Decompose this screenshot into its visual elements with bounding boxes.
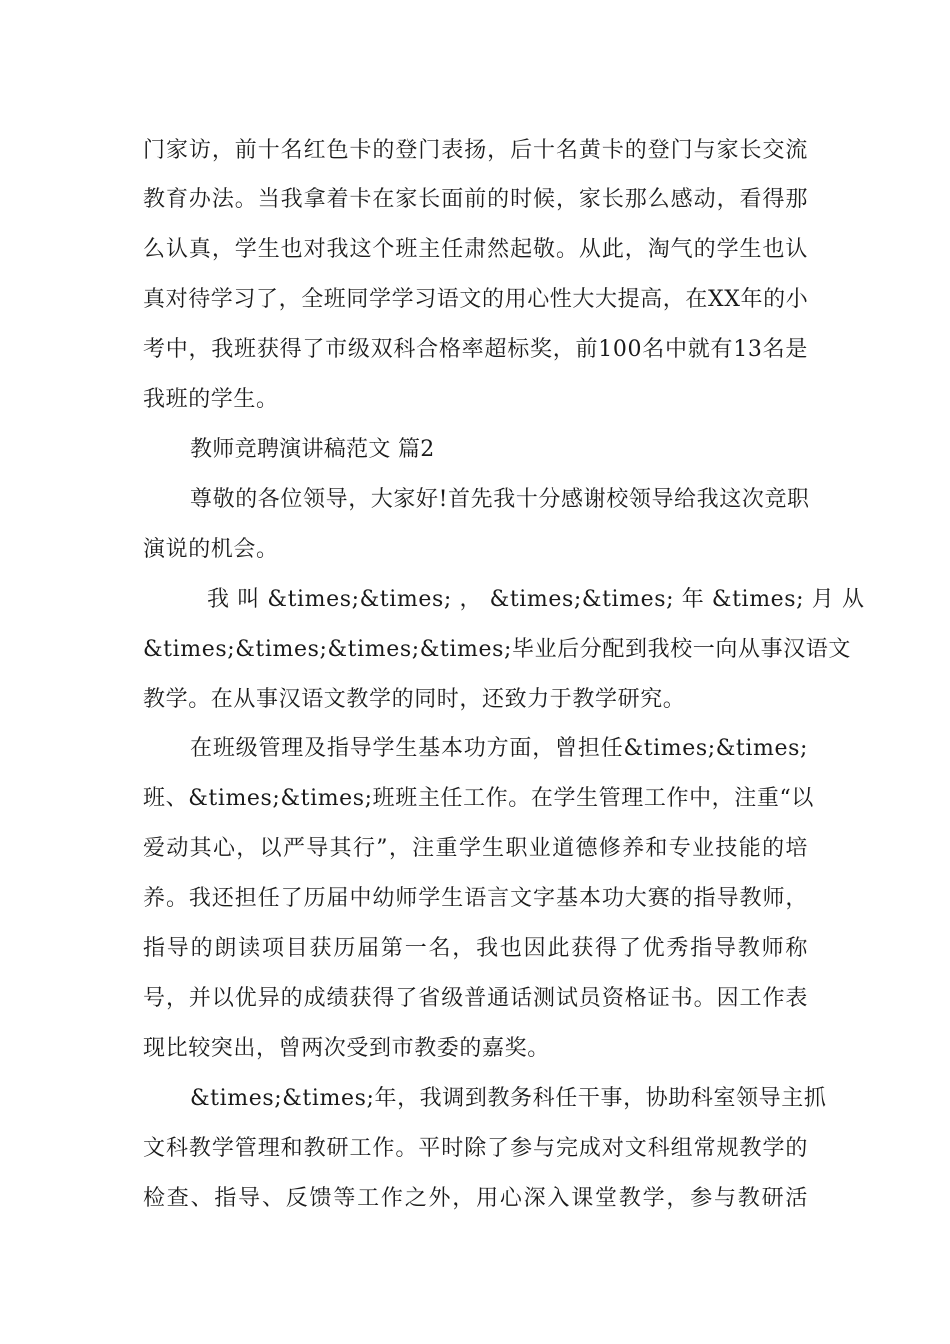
paragraph-line: 养。我还担任了历届中幼师学生语言文字基本功大赛的指导教师， [143, 886, 808, 911]
paragraph-line: 我班的学生。 [143, 387, 279, 412]
paragraph-line: 文科教学管理和教研工作。平时除了参与完成对文科组常规教学的 [143, 1136, 808, 1161]
paragraph-line: 门家访，前十名红色卡的登门表扬，后十名黄卡的登门与家长交流 [143, 138, 808, 163]
paragraph-line: 班、&times;&times;班班主任工作。在学生管理工作中，注重“以 [143, 786, 814, 811]
paragraph-line: 指导的朗读项目获历届第一名，我也因此获得了优秀指导教师称 [143, 936, 808, 961]
paragraph-line: 考中，我班获得了市级双科合格率超标奖，前100名中就有13名是 [143, 337, 808, 362]
paragraph-line: &times;&times;&times;&times;毕业后分配到我校一向从事汉语文 [143, 637, 851, 662]
paragraph-line: 爱动其心，以严导其行”，注重学生职业道德修养和专业技能的培 [143, 836, 808, 861]
paragraph-line: 教育办法。当我拿着卡在家长面前的时候，家长那么感动，看得那 [143, 187, 808, 212]
paragraph-line: 真对待学习了，全班同学学习语文的用心性大大提高，在XX年的小 [143, 287, 809, 312]
paragraph-line: 演说的机会。 [143, 537, 279, 562]
section-heading: 教师竞聘演讲稿范文 篇2 [190, 437, 435, 462]
paragraph-line: 在班级管理及指导学生基本功方面，曾担任&times;&times; [190, 736, 808, 761]
paragraph-line: 么认真，学生也对我这个班主任肃然起敬。从此，淘气的学生也认 [143, 237, 808, 262]
paragraph-line: &times;&times;年，我调到教务科任干事，协助科室领导主抓 [190, 1086, 827, 1111]
paragraph-line: 教学。在从事汉语文教学的同时，还致力于教学研究。 [143, 687, 686, 712]
paragraph-line: 号，并以优异的成绩获得了省级普通话测试员资格证书。因工作表 [143, 986, 808, 1011]
paragraph-line: 检查、指导、反馈等工作之外，用心深入课堂教学，参与教研活 [143, 1186, 808, 1211]
paragraph-line: 现比较突出，曾两次受到市教委的嘉奖。 [143, 1036, 550, 1061]
paragraph-line: 尊敬的各位领导，大家好!首先我十分感谢校领导给我这次竞职 [190, 487, 810, 512]
paragraph-line: 我 叫 &times;&times; ， &times;&times; 年 &times; 月 从 [207, 587, 865, 612]
